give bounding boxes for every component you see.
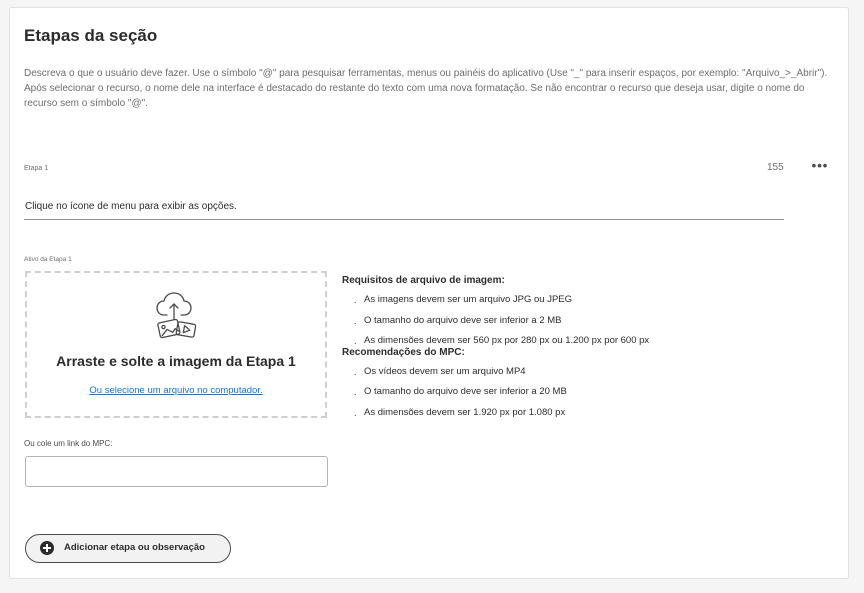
add-step-or-note-button[interactable]: [25, 534, 231, 563]
mpc-link-input[interactable]: [25, 456, 328, 487]
list-item: . As dimensões devem ser 1.920 px por 1.080 px: [342, 403, 682, 424]
section-steps-card: [9, 7, 849, 579]
character-count: 155: [767, 162, 784, 173]
bullet: .: [354, 336, 357, 346]
add-step-label: Adicionar etapa ou observação: [64, 542, 205, 553]
bullet: .: [354, 366, 357, 377]
mpc-link-label: Ou cole um link do MPC:: [24, 439, 113, 448]
bullet: .: [354, 387, 357, 397]
list-item: . O tamanho do arquivo deve ser inferior a 20 MB: [342, 382, 682, 403]
bullet: .: [354, 315, 357, 326]
mpc-recommendations-heading: Recomendações do MPC:: [342, 346, 465, 358]
image-requirements-list: [342, 290, 682, 352]
image-requirements-heading: Requisitos de arquivo de imagem:: [342, 275, 505, 286]
requirements-panel: [342, 274, 682, 423]
list-item: . As dimensões devem ser 560 px por 280 px ou 1.200 px por 600 px: [342, 331, 682, 352]
more-horizontal-icon: •••: [811, 158, 829, 173]
dropzone-title: Arraste e solte a imagem da Etapa 1: [56, 353, 296, 369]
plus-circle-icon: [40, 541, 54, 555]
mpc-recommendations: [342, 346, 682, 424]
step-label: Etapa 1: [24, 165, 49, 172]
bullet: .: [354, 295, 357, 305]
mpc-recommendations-list: [342, 362, 682, 424]
section-title: Etapas da seção: [24, 26, 158, 45]
list-item: . As imagens devem ser um arquivo JPG ou JPEG: [342, 290, 682, 311]
cloud-upload-media-icon: [153, 289, 203, 343]
list-item: . O tamanho do arquivo deve ser inferior a 2 MB: [342, 311, 682, 332]
image-dropzone[interactable]: [25, 271, 327, 418]
bullet: .: [354, 407, 357, 418]
more-options-button[interactable]: [809, 159, 831, 173]
section-description: Descreva o que o usuário deve fazer. Use o símbolo "@" para pesquisar ferramentas, menus ou painéis do aplicativo (Use "_" para inserir espaços, por exemplo: "Arquivo_>_Abrir"). Após selecionar o recurso, o nome dele na interface é destacado do restante do texto com uma nova formatação. Se não encontrar o recurso que deseja usar, digite o nome do recurso sem o símbolo "@".: [24, 68, 828, 109]
step-asset-label: Ativo da Etapa 1: [24, 256, 72, 263]
step-text-input[interactable]: [24, 194, 784, 220]
list-item: . Os vídeos devem ser um arquivo MP4: [342, 362, 682, 383]
select-file-link[interactable]: Ou selecione um arquivo no computador.: [89, 385, 263, 396]
